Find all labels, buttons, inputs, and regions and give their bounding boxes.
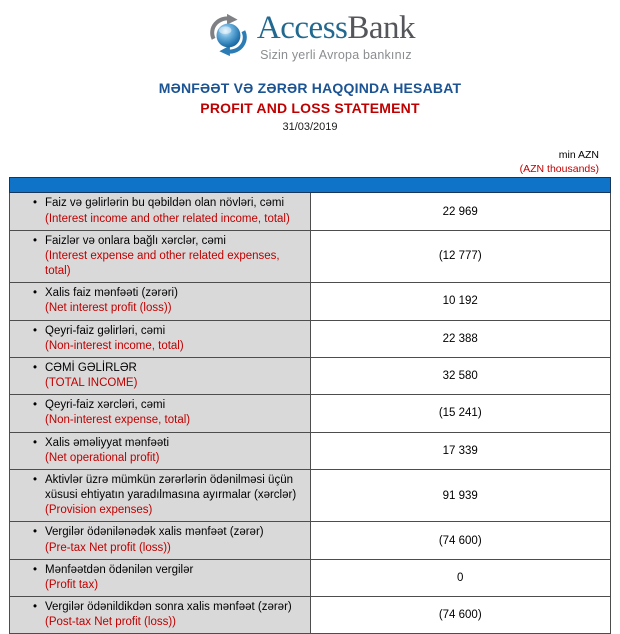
table-row <box>10 395 611 432</box>
table-row <box>10 230 611 283</box>
row-label-en: (Interest income and other related income, total) <box>45 212 290 225</box>
row-value: 0 <box>310 559 611 596</box>
row-label-cell <box>10 522 311 559</box>
bank-logo <box>0 0 620 63</box>
row-label-en: (Profit tax) <box>45 578 99 591</box>
row-label-az: • Faiz və gəlirlərin bu qəbildən olan növləri, cəmi <box>45 197 285 210</box>
row-label-az: • Vergilər ödənilənədək xalis mənfəət (zərər) <box>45 526 264 539</box>
logo-tagline: Sizin yerli Avropa bankınız <box>260 47 412 62</box>
row-value: 32 580 <box>310 357 611 394</box>
unit-labels <box>0 148 620 176</box>
row-label-en: (Post-tax Net profit (loss)) <box>45 616 176 629</box>
row-label-en: (Provision expenses) <box>45 504 153 517</box>
row-label-en: (Net interest profit (loss)) <box>45 302 172 315</box>
row-value: (74 600) <box>310 522 611 559</box>
table-row <box>10 193 611 230</box>
row-label-en: (Interest expense and other related expenses, total) <box>45 249 280 278</box>
unit-label-en: (AZN thousands) <box>519 163 599 176</box>
brand-bank-text: Bank <box>347 10 416 46</box>
table-row <box>10 469 611 522</box>
row-label-az: • Faizlər və onlara bağlı xərclər, cəmi <box>45 234 226 247</box>
row-value: (74 600) <box>310 597 611 634</box>
unit-label-az: min AZN <box>558 149 599 161</box>
row-label-en: (Non-interest income, total) <box>45 339 184 352</box>
row-label-cell <box>10 320 311 357</box>
row-label-en: (Net operational profit) <box>45 451 160 464</box>
row-value: 22 388 <box>310 320 611 357</box>
row-label-az: • Xalis faiz mənfəəti (zərəri) <box>45 287 178 300</box>
statement-title-az: MƏNFƏƏT VƏ ZƏRƏR HAQQINDA HESABAT <box>158 80 462 96</box>
table-header-bar <box>10 178 611 193</box>
row-label-en: (Non-interest expense, total) <box>45 414 191 427</box>
row-label-cell <box>10 357 311 394</box>
row-label-az: • Vergilər ödənildikdən sonra xalis mənfəət (zərər) <box>45 601 292 614</box>
row-value: 17 339 <box>310 432 611 469</box>
row-label-en: (Pre-tax Net profit (loss)) <box>45 541 171 554</box>
table-row <box>10 522 611 559</box>
row-label-cell <box>10 193 311 230</box>
row-label-az: • Mənfəətdən ödənilən vergilər <box>45 563 194 576</box>
row-label-cell <box>10 597 311 634</box>
row-label-az: • Qeyri-faiz gəlirləri, cəmi <box>45 324 166 337</box>
globe-swirl-icon <box>205 12 251 63</box>
pl-table-body <box>10 193 611 634</box>
table-row <box>10 597 611 634</box>
table-row <box>10 559 611 596</box>
row-value: (12 777) <box>310 230 611 283</box>
row-value: 91 939 <box>310 469 611 522</box>
row-label-cell <box>10 283 311 320</box>
row-label-en: (TOTAL INCOME) <box>45 377 138 390</box>
row-label-cell <box>10 469 311 522</box>
row-label-az: • Xalis əməliyyat mənfəəti <box>45 436 169 449</box>
row-value: 10 192 <box>310 283 611 320</box>
row-label-cell <box>10 559 311 596</box>
row-label-az: • Aktivlər üzrə mümkün zərərlərin ödənilməsi üçün xüsusi ehtiyatın yaradılmasına ayırmalar (xərclər) <box>45 473 297 502</box>
brand-wordmark <box>257 11 415 46</box>
table-row <box>10 320 611 357</box>
brand-access-text: Access <box>256 10 348 46</box>
statement-title-en: PROFIT AND LOSS STATEMENT <box>200 100 420 116</box>
pl-table <box>9 177 611 634</box>
row-value: 22 969 <box>310 193 611 230</box>
table-row <box>10 357 611 394</box>
row-label-cell <box>10 230 311 283</box>
table-row <box>10 283 611 320</box>
row-value: (15 241) <box>310 395 611 432</box>
row-label-az: • CƏMİ GƏLİRLƏR <box>45 361 137 374</box>
row-label-cell <box>10 395 311 432</box>
row-label-cell <box>10 432 311 469</box>
table-row <box>10 432 611 469</box>
row-label-az: • Qeyri-faiz xərcləri, cəmi <box>45 399 166 412</box>
statement-date: 31/03/2019 <box>282 121 338 133</box>
